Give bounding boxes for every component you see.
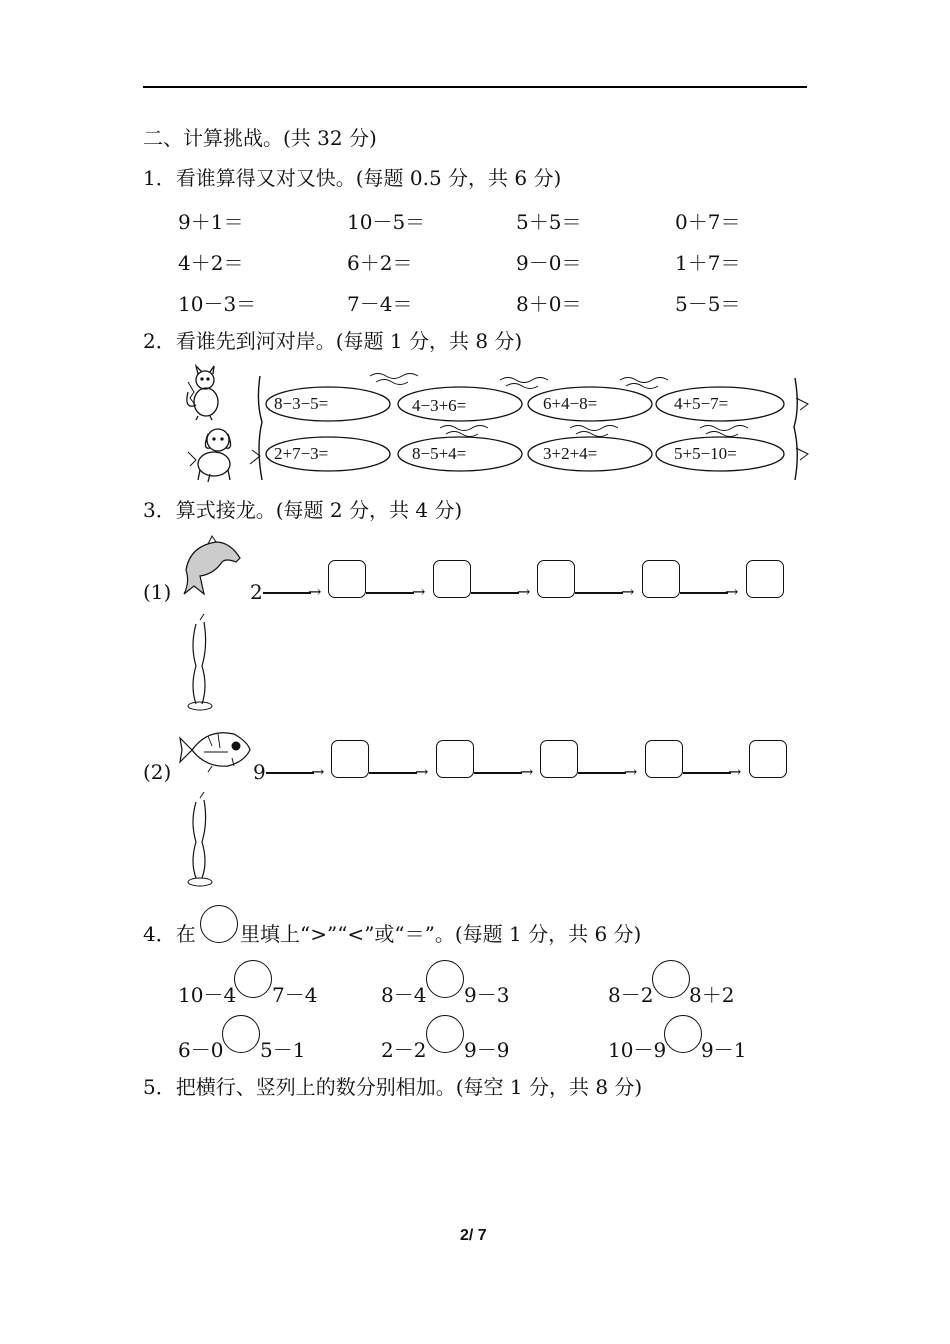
- compare-right: 9－3: [464, 983, 510, 1007]
- q3-title: 3．算式接龙。(每题 2 分，共 4 分): [143, 498, 463, 522]
- answer-box[interactable]: [331, 740, 369, 778]
- oval-equation: 5+5−10=: [674, 444, 737, 463]
- compare-circle[interactable]: [664, 1015, 702, 1053]
- dolphin-icon: [178, 536, 248, 716]
- q1-item: 7－4＝: [347, 292, 413, 316]
- compare-right: 5－1: [260, 1038, 306, 1062]
- section-title: 二、计算挑战。(共 32 分): [143, 126, 377, 150]
- compare-circle[interactable]: [234, 960, 272, 998]
- q1-item: 10－3＝: [178, 292, 257, 316]
- answer-box[interactable]: [433, 560, 471, 598]
- oval-equation: 8−3−5=: [274, 394, 329, 413]
- q1-item: 4＋2＝: [178, 251, 244, 275]
- compare-circle[interactable]: [222, 1015, 260, 1053]
- answer-box[interactable]: [746, 560, 784, 598]
- q1-item: 5＋5＝: [516, 210, 582, 234]
- q1-item: 9＋1＝: [178, 210, 244, 234]
- chain2-start: 9: [253, 760, 266, 784]
- q1-title: 1．看谁算得又对又快。(每题 0.5 分，共 6 分): [143, 166, 562, 190]
- answer-box[interactable]: [645, 740, 683, 778]
- q1-item: 0＋7＝: [675, 210, 741, 234]
- q1-item: 8＋0＝: [516, 292, 582, 316]
- header-rule: [143, 86, 807, 88]
- compare-left: 6－0: [178, 1038, 224, 1062]
- q4-title-post: 里填上“>”“<”或“＝”。(每题 1 分，共 6 分): [240, 922, 642, 946]
- chain2-label: (2): [143, 760, 172, 784]
- q2-title: 2．看谁先到河对岸。(每题 1 分，共 8 分): [143, 329, 523, 353]
- compare-left: 8－4: [381, 983, 427, 1007]
- oval-equation: 4+5−7=: [674, 394, 729, 413]
- q4-title-pre: 4．在: [143, 922, 196, 946]
- answer-box[interactable]: [328, 560, 366, 598]
- compare-right: 8＋2: [689, 983, 735, 1007]
- dog-icon: [198, 429, 231, 482]
- answer-box[interactable]: [642, 560, 680, 598]
- q1-item: 1＋7＝: [675, 251, 741, 275]
- oval-equation: 2+7−3=: [274, 444, 329, 463]
- q1-item: 10－5＝: [347, 210, 426, 234]
- fish-icon: [178, 722, 258, 892]
- answer-box[interactable]: [749, 740, 787, 778]
- circle-sample: [200, 905, 238, 943]
- oval-equation: 8−5+4=: [412, 444, 467, 463]
- q1-item: 9－0＝: [516, 251, 582, 275]
- oval-equation: 4−3+6=: [412, 396, 467, 415]
- answer-box[interactable]: [537, 560, 575, 598]
- compare-left: 10－9: [608, 1038, 667, 1062]
- oval-equation: 6+4−8=: [543, 394, 598, 413]
- answer-box[interactable]: [436, 740, 474, 778]
- compare-right: 9－9: [464, 1038, 510, 1062]
- chain1-start: 2: [250, 580, 263, 604]
- cat-icon: [187, 366, 218, 420]
- compare-circle[interactable]: [426, 960, 464, 998]
- compare-circle[interactable]: [426, 1015, 464, 1053]
- oval-equation: 3+2+4=: [543, 444, 598, 463]
- answer-box[interactable]: [540, 740, 578, 778]
- chain1-label: (1): [143, 580, 172, 604]
- compare-left: 8－2: [608, 983, 654, 1007]
- compare-circle[interactable]: [652, 960, 690, 998]
- q1-item: 5－5＝: [675, 292, 741, 316]
- compare-right: 9－1: [701, 1038, 747, 1062]
- q1-item: 6＋2＝: [347, 251, 413, 275]
- compare-right: 7－4: [272, 983, 318, 1007]
- page-number: 2/ 7: [460, 1227, 487, 1244]
- q5-title: 5．把横行、竖列上的数分别相加。(每空 1 分，共 8 分): [143, 1075, 643, 1099]
- compare-left: 10－4: [178, 983, 237, 1007]
- compare-left: 2－2: [381, 1038, 427, 1062]
- river-illustration: [180, 362, 820, 487]
